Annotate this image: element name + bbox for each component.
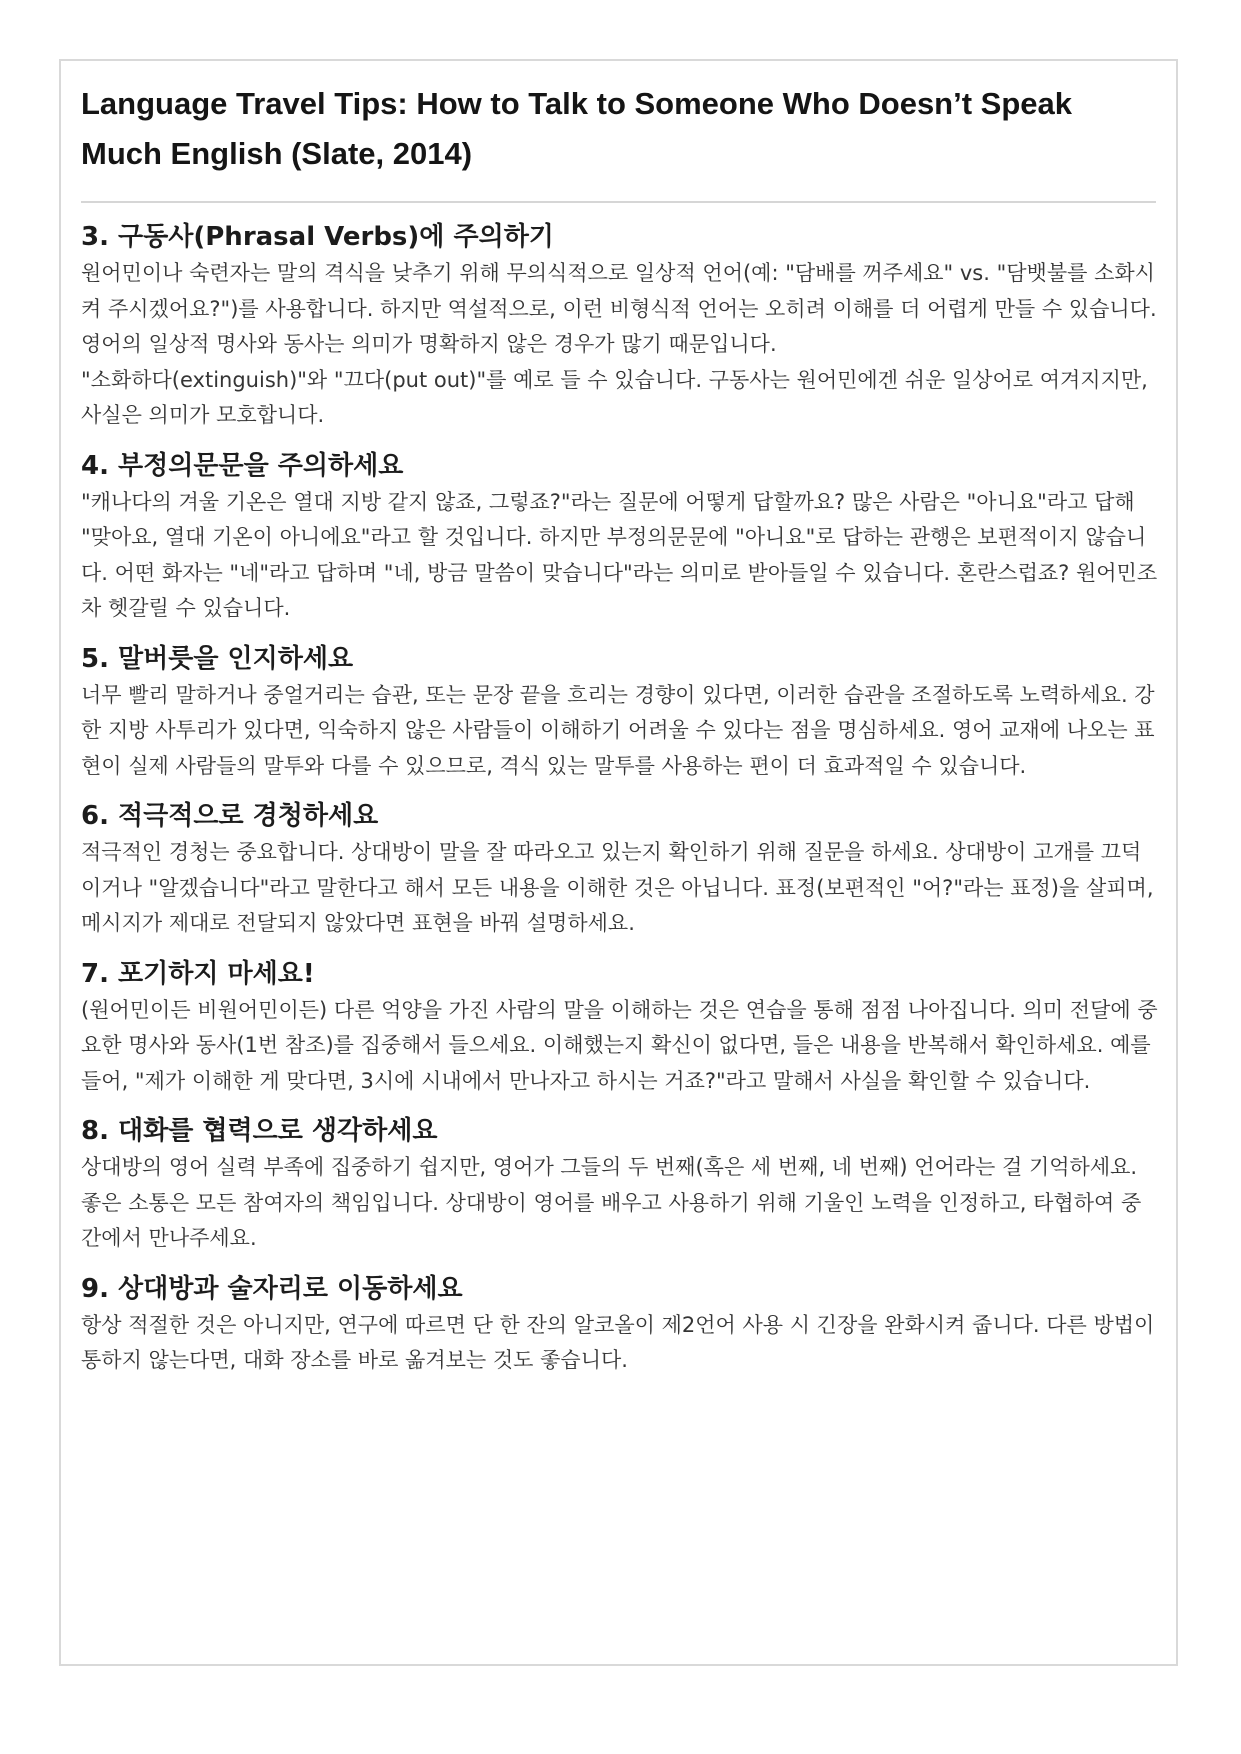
tip-heading: 4. 부정의문문을 주의하세요 xyxy=(81,450,404,481)
tip-paragraph: 항상 적절한 것은 아니지만, 연구에 따르면 단 한 잔의 알코올이 제2언어 사용 시 긴장을 완화시켜 줍니다. 다른 방법이 통하지 않는다면, 대화 장소를 바로 옮겨보는 것도 좋습니다. xyxy=(81,1312,1155,1372)
tip-section-7 xyxy=(81,956,1159,1100)
tip-heading: 6. 적극적으로 경청하세요 xyxy=(81,801,379,831)
tips-list xyxy=(81,219,1159,1393)
tip-paragraph: 원어민이나 숙련자는 말의 격식을 낮추기 위해 무의식적으로 일상적 언어(예: "담배를 꺼주세요" vs. "담뱃불를 소화시켜 주시겠어요?")를 사용합니다. 하지만 역설적으로, 이런 비형식적 언어는 오히려 이해를 더 어렵게 만들 수 있습니다. 영어의 일상적 명사와 동사는 의미가 명확하지 않은 경우가 많기 때문입니다. xyxy=(81,261,1157,356)
tip-section-4 xyxy=(81,448,1159,627)
tip-heading: 8. 대화를 협력으로 생각하세요 xyxy=(81,1116,438,1146)
tip-section-3 xyxy=(81,219,1159,434)
tip-section-9 xyxy=(81,1271,1159,1379)
tip-heading: 3. 구동사(Phrasal Verbs)에 주의하기 xyxy=(81,222,554,252)
title-divider xyxy=(81,201,1156,203)
tip-paragraph: "소화하다(extinguish)"와 "끄다(put out)"를 예로 들 수 있습니다. 구동사는 원어민에겐 쉬운 일상어로 여겨지지만, 사실은 의미가 모호합니다. xyxy=(81,367,1148,427)
tip-paragraph: 상대방의 영어 실력 부족에 집중하기 쉽지만, 영어가 그들의 두 번째(혹은 세 번째, 네 번째) 언어라는 걸 기억하세요. 좋은 소통은 모든 참여자의 책임입니다. 상대방이 영어를 배우고 사용하기 위해 기울인 노력을 인정하고, 타협하여 중간에서 만나주세요. xyxy=(81,1155,1142,1250)
tip-paragraph: 너무 빨리 말하거나 중얼거리는 습관, 또는 문장 끝을 흐리는 경향이 있다면, 이러한 습관을 조절하도록 노력하세요. 강한 지방 사투리가 있다면, 익숙하지 않은 사람들이 이해하기 어려울 수 있다는 점을 명심하세요. 영어 교재에 나오는 표현이 실제 사람들의 말투와 다를 수 있으므로, 격식 있는 말투를 사용하는 편이 더 효과적일 수 있습니다. xyxy=(81,682,1155,778)
tip-heading: 5. 말버릇을 인지하세요 xyxy=(81,643,354,674)
tip-heading: 9. 상대방과 술자리로 이동하세요 xyxy=(81,1273,463,1304)
article-card xyxy=(59,59,1178,1666)
tip-section-5 xyxy=(81,641,1159,785)
tip-heading: 7. 포기하지 마세요! xyxy=(81,958,315,989)
tip-paragraph: 적극적인 경청는 중요합니다. 상대방이 말을 잘 따라오고 있는지 확인하기 위해 질문을 하세요. 상대방이 고개를 끄덕이거나 "알겠습니다"라고 말한다고 해서 모든 내용을 이해한 것은 아닙니다. 표정(보편적인 "어?"라는 표정)을 살피며, 메시지가 제대로 전달되지 않았다면 표현을 바꿔 설명하세요. xyxy=(81,840,1154,935)
tip-paragraph: (원어민이든 비원어민이든) 다른 억양을 가진 사람의 말을 이해하는 것은 연습을 통해 점점 나아집니다. 의미 전달에 중요한 명사와 동사(1번 참조)를 집중해서 들으세요. 이해했는지 확신이 없다면, 들은 내용을 반복해서 확인하세요. 예를 들어, "제가 이해한 게 맞다면, 3시에 시내에서 만나자고 하시는 거죠?"라고 말해서 사실을 확인할 수 있습니다. xyxy=(81,997,1158,1093)
tip-section-8 xyxy=(81,1113,1159,1257)
article-title: Language Travel Tips: How to Talk to Someone Who Doesn’t Speak Much English (Slate, 2014) xyxy=(81,86,1073,171)
tip-section-6 xyxy=(81,798,1159,942)
tip-paragraph: "캐나다의 겨울 기온은 열대 지방 같지 않죠, 그렇죠?"라는 질문에 어떻게 답할까요? 많은 사람은 "아니요"라고 답해 "맞아요, 열대 기온이 아니에요"라고 할 것입니다. 하지만 부정의문문에 "아니요"로 답하는 관행은 보편적이지 않습니다. 어떤 화자는 "네"라고 답하며 "네, 방금 말씀이 맞습니다"라는 의미로 받아들일 수 있습니다. 혼란스럽죠? 원어민조차 헷갈릴 수 있습니다. xyxy=(81,489,1158,620)
